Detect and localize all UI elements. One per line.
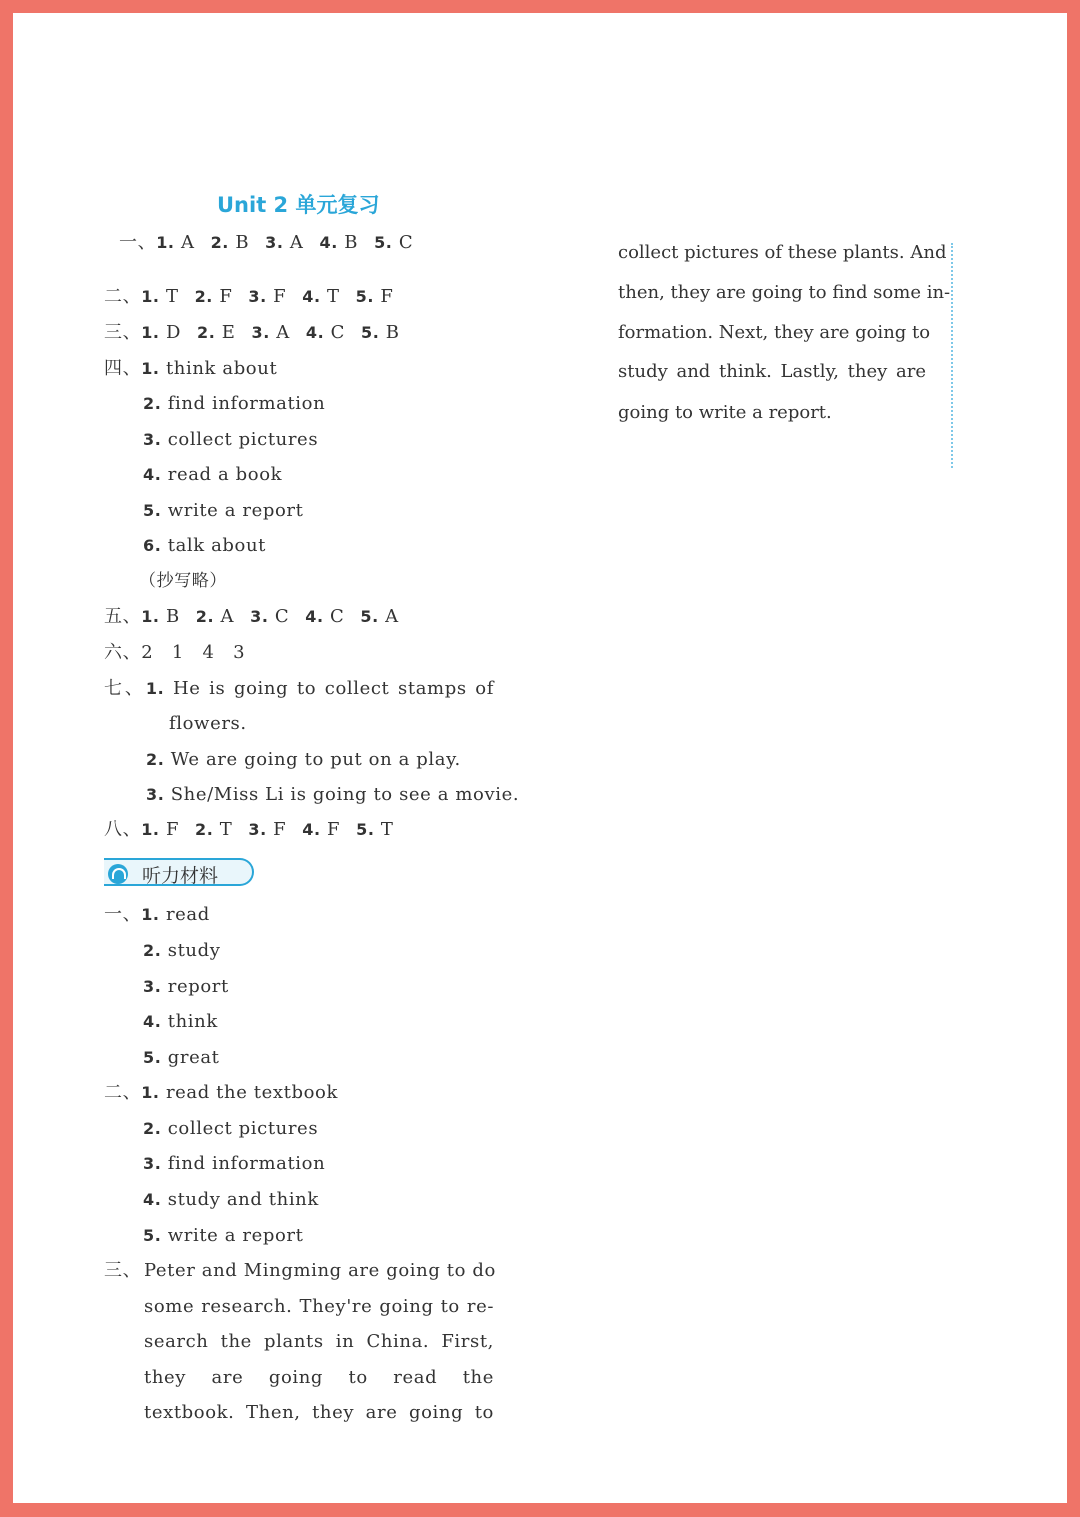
answer-section-1: 一、1. A 2. B 3. A 4. B 5. C <box>119 232 414 253</box>
listening-heading-label: 听力材料 <box>142 865 219 887</box>
listening-passage-line: then, they are going to find some in- <box>618 282 951 303</box>
answer-section-7-item-1: 七、1. He is going to collect stamps of <box>104 678 494 699</box>
listening-section-1-item-1: 一、1. read <box>104 904 210 925</box>
answer-section-7-item-3: 3. She/Miss Li is going to see a movie. <box>146 784 520 805</box>
answer-section-2: 二、1. T 2. F 3. F 4. T 5. F <box>104 286 394 307</box>
answer-section-8: 八、1. F 2. T 3. F 4. F 5. T <box>104 819 394 840</box>
listening-passage-line: they are going to read the <box>144 1367 494 1388</box>
answer-section-4-item-6: 6. talk about <box>143 535 267 556</box>
listening-section-1-item-2: 2. study <box>143 940 221 961</box>
listening-section-2-item-5: 5. write a report <box>143 1225 304 1246</box>
answer-section-7-item-1-cont: flowers. <box>169 713 247 734</box>
listening-passage-line: going to write a report. <box>618 402 832 423</box>
listening-section-1-item-3: 3. report <box>143 976 229 997</box>
listening-section-1-item-4: 4. think <box>143 1011 218 1032</box>
listening-section-3-prefix: 三、 <box>104 1260 142 1281</box>
listening-section-1-item-5: 5. great <box>143 1047 220 1068</box>
answer-section-4-note: （抄写略） <box>139 571 227 591</box>
listening-heading <box>104 858 254 886</box>
answer-page <box>13 13 1067 1503</box>
answer-section-4-item-4: 4. read a book <box>143 464 283 485</box>
listening-passage-line: study and think. Lastly, they are <box>618 361 926 382</box>
listening-section-2-item-3: 3. find information <box>143 1153 326 1174</box>
answer-section-4-item-2: 2. find information <box>143 393 326 414</box>
listening-passage-line: formation. Next, they are going to <box>618 322 931 343</box>
listening-passage-line: textbook. Then, they are going to <box>144 1402 494 1423</box>
headphones-icon <box>108 864 128 884</box>
answer-section-6: 六、2 1 4 3 <box>104 642 246 663</box>
answer-section-3: 三、1. D 2. E 3. A 4. C 5. B <box>104 322 400 343</box>
answer-section-4-item-1: 四、1. think about <box>104 358 278 379</box>
listening-section-2-item-4: 4. study and think <box>143 1189 319 1210</box>
answer-section-7-item-2: 2. We are going to put on a play. <box>146 749 461 770</box>
column-divider <box>951 243 953 468</box>
page-title: Unit 2 单元复习 <box>217 193 380 217</box>
listening-passage-line: collect pictures of these plants. And <box>618 242 947 263</box>
listening-passage-line: search the plants in China. First, <box>144 1331 494 1352</box>
listening-passage-line: Peter and Mingming are going to do <box>144 1260 496 1281</box>
answer-section-5: 五、1. B 2. A 3. C 4. C 5. A <box>104 606 399 627</box>
listening-passage-line: some research. They're going to re- <box>144 1296 494 1317</box>
answer-section-4-item-3: 3. collect pictures <box>143 429 319 450</box>
listening-section-2-item-2: 2. collect pictures <box>143 1118 319 1139</box>
answer-section-4-item-5: 5. write a report <box>143 500 304 521</box>
listening-section-2-item-1: 二、1. read the textbook <box>104 1082 338 1103</box>
